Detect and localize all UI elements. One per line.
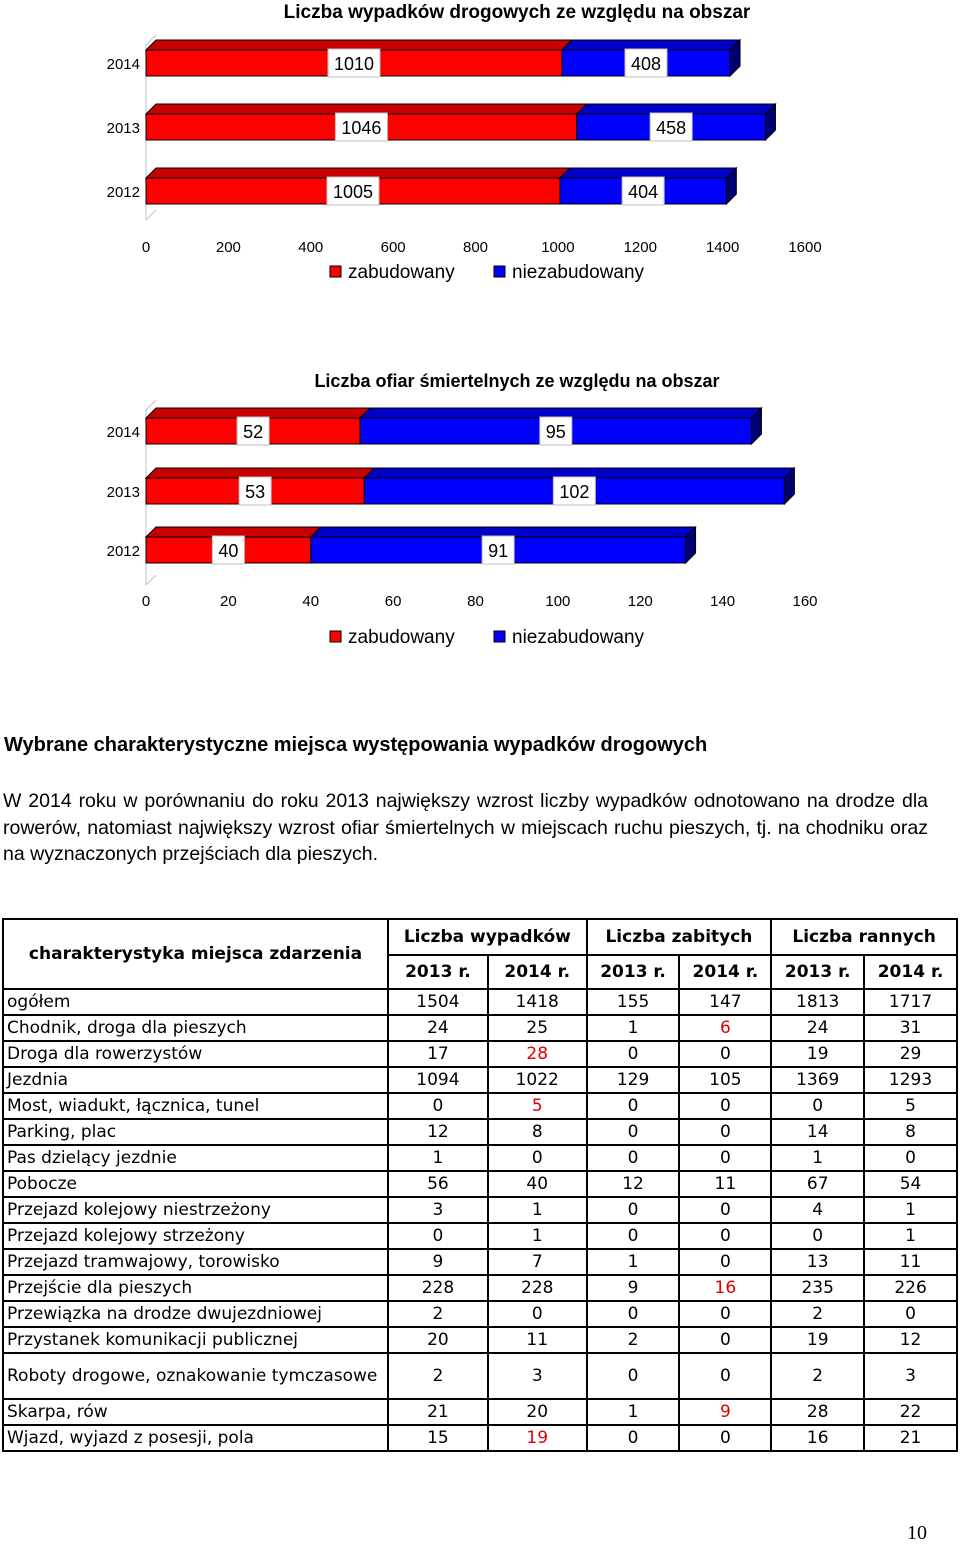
table-cell: 13 <box>771 1249 864 1275</box>
table-row <box>3 1275 957 1301</box>
table-row <box>3 1171 957 1197</box>
table-cell: 0 <box>679 1327 771 1353</box>
group-header-killed: Liczba zabitych <box>587 919 772 955</box>
table-cell: 11 <box>864 1249 957 1275</box>
x-tick-label: 1600 <box>788 239 822 256</box>
table-cell: 0 <box>679 1425 771 1451</box>
table-cell: 3 <box>864 1353 957 1399</box>
table-row <box>3 1145 957 1171</box>
table-cell: 0 <box>488 1145 587 1171</box>
table-row <box>3 1425 957 1451</box>
data-label: 102 <box>559 482 590 502</box>
chart-title: Liczba wypadków drogowych ze względu na obszar <box>283 2 751 23</box>
x-tick-label: 1200 <box>623 239 657 256</box>
chart-accidents-svg <box>0 0 960 300</box>
y-category-label: 2014 <box>106 56 140 73</box>
table-cell: 0 <box>679 1093 771 1119</box>
table-cell: 1 <box>587 1399 680 1425</box>
chart-title: Liczba ofiar śmiertelnych ze względu na obszar <box>314 371 720 391</box>
table-cell: 228 <box>488 1275 587 1301</box>
table-cell: 54 <box>864 1171 957 1197</box>
row-label: Most, wiadukt, łącznica, tunel <box>3 1093 388 1119</box>
accident-locations-table <box>2 918 958 1452</box>
row-label: Chodnik, droga dla pieszych <box>3 1015 388 1041</box>
legend-label: niezabudowany <box>512 627 645 648</box>
table-cell: 12 <box>864 1327 957 1353</box>
x-tick-label: 20 <box>220 593 237 610</box>
x-tick-label: 1400 <box>705 239 740 256</box>
table-cell: 1418 <box>488 989 587 1015</box>
table-cell: 0 <box>771 1093 864 1119</box>
table-cell: 1293 <box>864 1067 957 1093</box>
table-cell: 0 <box>679 1197 771 1223</box>
table-cell: 147 <box>679 989 771 1015</box>
table-cell: 1 <box>587 1015 680 1041</box>
table-cell: 1 <box>864 1223 957 1249</box>
table-cell: 3 <box>488 1353 587 1399</box>
table-cell: 0 <box>587 1093 680 1119</box>
year-header: 2013 r. <box>771 955 864 989</box>
table-row <box>3 1399 957 1425</box>
row-label: Przejazd tramwajowy, torowisko <box>3 1249 388 1275</box>
section-paragraph: W 2014 roku w porównaniu do roku 2013 największy wzrost liczby wypadków odnotowano na drodze dla rowerów, natomiast największy wzrost ofiar śmiertelnych w miejscach ruchu pieszych, tj. na chodniku oraz na wyznaczonych przejściach dla pieszych. <box>3 790 928 865</box>
table-cell: 1 <box>771 1145 864 1171</box>
table-cell: 1 <box>488 1197 587 1223</box>
table-cell: 11 <box>679 1171 771 1197</box>
data-label: 40 <box>218 541 239 561</box>
table-cell: 8 <box>488 1119 587 1145</box>
table-cell: 67 <box>771 1171 864 1197</box>
table-row <box>3 1353 957 1399</box>
table-cell: 0 <box>864 1301 957 1327</box>
table-cell: 0 <box>587 1301 680 1327</box>
table-cell: 2 <box>771 1301 864 1327</box>
table-row <box>3 1067 957 1093</box>
legend-label: niezabudowany <box>512 262 645 283</box>
legend-swatch <box>330 631 341 642</box>
table-cell: 29 <box>864 1041 957 1067</box>
table-cell: 2 <box>388 1301 488 1327</box>
table-row <box>3 1223 957 1249</box>
table-cell: 228 <box>388 1275 488 1301</box>
x-tick-label: 100 <box>545 593 571 610</box>
year-header: 2014 r. <box>488 955 587 989</box>
table-cell: 7 <box>488 1249 587 1275</box>
table-cell: 28 <box>771 1399 864 1425</box>
chart-accidents-by-area <box>0 0 960 300</box>
data-label: 95 <box>545 422 566 442</box>
table-cell: 1 <box>864 1197 957 1223</box>
section-heading: Wybrane charakterystyczne miejsca występowania wypadków drogowych <box>4 734 708 756</box>
table-cell: 9 <box>679 1399 771 1425</box>
table-cell: 12 <box>587 1171 680 1197</box>
table-cell: 0 <box>587 1145 680 1171</box>
x-tick-label: 200 <box>215 239 241 256</box>
table-cell: 0 <box>587 1353 680 1399</box>
table-cell: 16 <box>679 1275 771 1301</box>
table-cell: 0 <box>388 1223 488 1249</box>
y-category-label: 2012 <box>106 543 140 560</box>
table-cell: 129 <box>587 1067 680 1093</box>
table-cell: 1717 <box>864 989 957 1015</box>
data-label: 404 <box>628 182 659 202</box>
table-cell: 0 <box>771 1223 864 1249</box>
table-cell: 0 <box>587 1119 680 1145</box>
row-label: Parking, plac <box>3 1119 388 1145</box>
x-tick-label: 80 <box>467 593 484 610</box>
data-label: 53 <box>245 482 266 502</box>
table-cell: 20 <box>388 1327 488 1353</box>
table-cell: 15 <box>388 1425 488 1451</box>
x-tick-label: 140 <box>710 593 736 610</box>
x-tick-label: 160 <box>792 593 818 610</box>
table-cell: 0 <box>488 1301 587 1327</box>
row-label: Droga dla rowerzystów <box>3 1041 388 1067</box>
chart-floor <box>146 210 156 220</box>
table-cell: 12 <box>388 1119 488 1145</box>
y-category-label: 2013 <box>106 484 140 501</box>
table-cell: 19 <box>771 1041 864 1067</box>
table-cell: 0 <box>679 1041 771 1067</box>
data-label: 1005 <box>332 182 373 202</box>
table-cell: 9 <box>587 1275 680 1301</box>
table-cell: 9 <box>388 1249 488 1275</box>
table-cell: 21 <box>388 1399 488 1425</box>
year-header: 2014 r. <box>679 955 771 989</box>
table-cell: 6 <box>679 1015 771 1041</box>
y-category-label: 2014 <box>106 424 140 441</box>
row-header: charakterystyka miejsca zdarzenia <box>3 919 388 989</box>
table-cell: 1022 <box>488 1067 587 1093</box>
table-cell: 1369 <box>771 1067 864 1093</box>
group-header-accidents: Liczba wypadków <box>388 919 587 955</box>
table-cell: 3 <box>388 1197 488 1223</box>
table-cell: 0 <box>587 1041 680 1067</box>
table-cell: 31 <box>864 1015 957 1041</box>
page-number: 10 <box>907 1522 927 1544</box>
data-label: 458 <box>656 118 687 138</box>
table-cell: 28 <box>488 1041 587 1067</box>
y-category-label: 2013 <box>106 120 140 137</box>
legend-swatch <box>494 631 505 642</box>
table-cell: 0 <box>679 1249 771 1275</box>
table-cell: 0 <box>679 1119 771 1145</box>
row-label: Jezdnia <box>3 1067 388 1093</box>
table-cell: 0 <box>587 1197 680 1223</box>
data-label: 1046 <box>341 118 382 138</box>
table-cell: 2 <box>388 1353 488 1399</box>
table-cell: 0 <box>587 1425 680 1451</box>
table-row <box>3 1015 957 1041</box>
table-cell: 21 <box>864 1425 957 1451</box>
table-cell: 24 <box>388 1015 488 1041</box>
x-tick-label: 40 <box>302 593 320 610</box>
year-header: 2013 r. <box>388 955 488 989</box>
table-row <box>3 1041 957 1067</box>
table-row <box>3 1197 957 1223</box>
table-cell: 56 <box>388 1171 488 1197</box>
row-label: Roboty drogowe, oznakowanie tymczasowe <box>3 1353 388 1399</box>
x-tick-label: 800 <box>462 239 489 256</box>
data-label: 408 <box>630 54 662 74</box>
row-label: Skarpa, rów <box>3 1399 388 1425</box>
table-cell: 40 <box>488 1171 587 1197</box>
row-label: ogółem <box>3 989 388 1015</box>
x-tick-label: 400 <box>298 239 324 256</box>
table-cell: 19 <box>488 1425 587 1451</box>
table-cell: 1813 <box>771 989 864 1015</box>
table-cell: 0 <box>679 1223 771 1249</box>
table-cell: 1504 <box>388 989 488 1015</box>
x-tick-label: 60 <box>384 593 402 610</box>
table-cell: 235 <box>771 1275 864 1301</box>
table-row <box>3 1119 957 1145</box>
x-tick-label: 0 <box>141 239 151 256</box>
chart-fatalities-by-area <box>0 360 960 660</box>
chart-fatalities-svg <box>0 360 960 660</box>
legend-swatch <box>330 266 341 277</box>
table-row <box>3 1301 957 1327</box>
data-label: 52 <box>243 422 264 442</box>
table-cell: 0 <box>679 1353 771 1399</box>
table-cell: 2 <box>771 1353 864 1399</box>
row-label: Pobocze <box>3 1171 388 1197</box>
table-row <box>3 989 957 1015</box>
year-header: 2014 r. <box>864 955 957 989</box>
table-cell: 0 <box>679 1145 771 1171</box>
table-row <box>3 1093 957 1119</box>
table-row <box>3 1249 957 1275</box>
table-cell: 0 <box>587 1223 680 1249</box>
table-cell: 226 <box>864 1275 957 1301</box>
table-cell: 4 <box>771 1197 864 1223</box>
table-cell: 24 <box>771 1015 864 1041</box>
row-label: Wjazd, wyjazd z posesji, pola <box>3 1425 388 1451</box>
year-header: 2013 r. <box>587 955 680 989</box>
y-category-label: 2012 <box>106 184 140 201</box>
row-label: Przejazd kolejowy strzeżony <box>3 1223 388 1249</box>
table-cell: 16 <box>771 1425 864 1451</box>
table-cell: 22 <box>864 1399 957 1425</box>
table-cell: 5 <box>488 1093 587 1119</box>
table-cell: 1094 <box>388 1067 488 1093</box>
table-cell: 155 <box>587 989 680 1015</box>
table-cell: 19 <box>771 1327 864 1353</box>
x-tick-label: 120 <box>627 593 653 610</box>
table-cell: 11 <box>488 1327 587 1353</box>
data-label: 91 <box>488 541 509 561</box>
legend-swatch <box>494 266 505 277</box>
table-cell: 20 <box>488 1399 587 1425</box>
x-tick-label: 600 <box>380 239 406 256</box>
table-cell: 25 <box>488 1015 587 1041</box>
chart-floor <box>146 575 156 585</box>
row-label: Przystanek komunikacji publicznej <box>3 1327 388 1353</box>
legend-label: zabudowany <box>348 262 455 283</box>
table-cell: 0 <box>864 1145 957 1171</box>
table-cell: 17 <box>388 1041 488 1067</box>
table-cell: 105 <box>679 1067 771 1093</box>
table-cell: 1 <box>388 1145 488 1171</box>
table-row <box>3 1327 957 1353</box>
table-cell: 2 <box>587 1327 680 1353</box>
data-label: 1010 <box>333 54 375 74</box>
table-cell: 1 <box>488 1223 587 1249</box>
table-cell: 14 <box>771 1119 864 1145</box>
table-cell: 5 <box>864 1093 957 1119</box>
row-label: Przejście dla pieszych <box>3 1275 388 1301</box>
table-cell: 1 <box>587 1249 680 1275</box>
row-label: Przejazd kolejowy niestrzeżony <box>3 1197 388 1223</box>
group-header-injured: Liczba rannych <box>771 919 957 955</box>
row-label: Pas dzielący jezdnie <box>3 1145 388 1171</box>
legend-label: zabudowany <box>348 627 455 648</box>
table-cell: 0 <box>679 1301 771 1327</box>
table-cell: 8 <box>864 1119 957 1145</box>
x-tick-label: 1000 <box>541 239 575 256</box>
x-tick-label: 0 <box>141 593 151 610</box>
row-label: Przewiązka na drodze dwujezdniowej <box>3 1301 388 1327</box>
table-cell: 0 <box>388 1093 488 1119</box>
